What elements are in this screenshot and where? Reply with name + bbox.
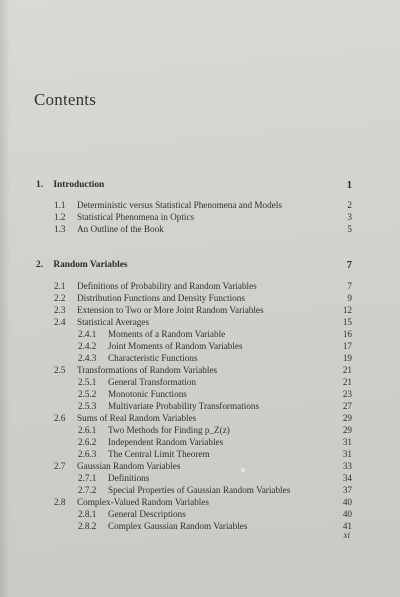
subsection-page: 17 <box>342 341 352 351</box>
subsection-title: Independent Random Variables <box>108 437 224 447</box>
subsection-number: 2.8.1 <box>78 509 97 519</box>
subsection-title: General Transformation <box>108 377 197 387</box>
subsection-title: Joint Moments of Random Variables <box>108 341 243 351</box>
subsection-number: 2.5.2 <box>78 389 97 399</box>
section-page: 7 <box>347 281 352 291</box>
subsection-number: 2.7.1 <box>78 473 97 483</box>
subsection-number: 2.4.1 <box>78 329 97 339</box>
section-page: 9 <box>347 293 352 303</box>
chapter-page: 1 <box>346 180 352 191</box>
subsection-number: 2.6.1 <box>78 425 97 435</box>
subsection-title: Monotonic Functions <box>108 389 187 399</box>
section-page: 12 <box>342 305 352 315</box>
section-title: Statistical Phenomena in Optics <box>77 212 195 222</box>
section-title: Transformations of Random Variables <box>77 365 218 375</box>
subsection-title: Definitions <box>108 473 150 483</box>
subsection-title: Special Properties of Gaussian Random Variables <box>108 485 291 495</box>
section-title: Sums of Real Random Variables <box>77 413 197 423</box>
chapter-number: 1. <box>36 180 44 190</box>
chapter-heading <box>36 180 352 190</box>
section-title: Complex-Valued Random Variables <box>77 497 210 507</box>
section-title: Statistical Averages <box>77 317 150 327</box>
subsection-page: 16 <box>342 329 352 339</box>
section-number: 1.2 <box>54 212 66 222</box>
subsection-number: 2.4.2 <box>78 341 97 351</box>
subsection-number: 2.8.2 <box>78 521 97 531</box>
subsection-title: General Descriptions <box>108 509 186 519</box>
subsection-page: 40 <box>342 509 352 519</box>
subsection-number: 2.5.1 <box>78 377 97 387</box>
subsection-page: 23 <box>342 389 352 399</box>
section-number: 1.3 <box>54 224 66 234</box>
subsection-page: 19 <box>342 353 352 363</box>
subsection-number: 2.7.2 <box>78 485 97 495</box>
page-number-roman: xi <box>343 530 350 540</box>
section-title: Definitions of Probability and Random Variables <box>77 281 257 291</box>
chapter-page: 7 <box>346 260 352 271</box>
subsection-title: Characteristic Functions <box>108 353 198 363</box>
subsection-page: 41 <box>342 521 352 531</box>
section-page: 40 <box>342 497 352 507</box>
subsection-page: 31 <box>342 437 352 447</box>
section-number: 2.5 <box>54 365 66 375</box>
section-page: 33 <box>342 461 352 471</box>
section-number: 2.3 <box>54 305 66 315</box>
subsection-title: Moments of a Random Variable <box>108 329 226 339</box>
chapter-title: Introduction <box>53 180 105 190</box>
chapter-heading <box>36 260 352 270</box>
section-page: 29 <box>342 413 352 423</box>
subsection-title: The Central Limit Theorem <box>108 449 210 459</box>
section-page: 3 <box>347 212 352 222</box>
subsection-page: 31 <box>342 449 352 459</box>
section-title: Deterministic versus Statistical Phenomena and Models <box>77 200 282 210</box>
subsection-title: Two Methods for Finding p_Z(z) <box>108 425 230 435</box>
section-number: 2.8 <box>54 497 66 507</box>
subsection-number: 2.6.3 <box>78 449 97 459</box>
chapter-number: 2. <box>36 260 44 270</box>
page-title: Contents <box>34 90 97 109</box>
subsection-page: 27 <box>342 401 352 411</box>
subsection-page: 21 <box>342 377 352 387</box>
subsection-number: 2.5.3 <box>78 401 97 411</box>
subsection-title: Multivariate Probability Transformations <box>108 401 260 411</box>
section-title: Gaussian Random Variables <box>77 461 181 471</box>
subsection-page: 34 <box>342 473 352 483</box>
section-number: 2.6 <box>54 413 66 423</box>
section-number: 1.1 <box>54 200 66 210</box>
section-number: 2.7 <box>54 461 66 471</box>
section-number: 2.1 <box>54 281 66 291</box>
subsection-page: 37 <box>342 485 352 495</box>
section-title: Extension to Two or More Joint Random Variables <box>77 305 264 315</box>
subsection-number: 2.4.3 <box>78 353 97 363</box>
subsection-page: 29 <box>342 425 352 435</box>
section-page: 5 <box>347 224 352 234</box>
section-page: 15 <box>342 317 352 327</box>
section-page: 21 <box>342 365 352 375</box>
paper-speck <box>241 468 245 472</box>
section-page: 2 <box>347 200 352 210</box>
subsection-number: 2.6.2 <box>78 437 97 447</box>
section-title: Distribution Functions and Density Functions <box>77 293 245 303</box>
section-number: 2.2 <box>54 293 66 303</box>
chapter-title: Random Variables <box>53 260 128 270</box>
subsection-title: Complex Gaussian Random Variables <box>108 521 248 531</box>
section-number: 2.4 <box>54 317 66 327</box>
section-title: An Outline of the Book <box>77 224 164 234</box>
